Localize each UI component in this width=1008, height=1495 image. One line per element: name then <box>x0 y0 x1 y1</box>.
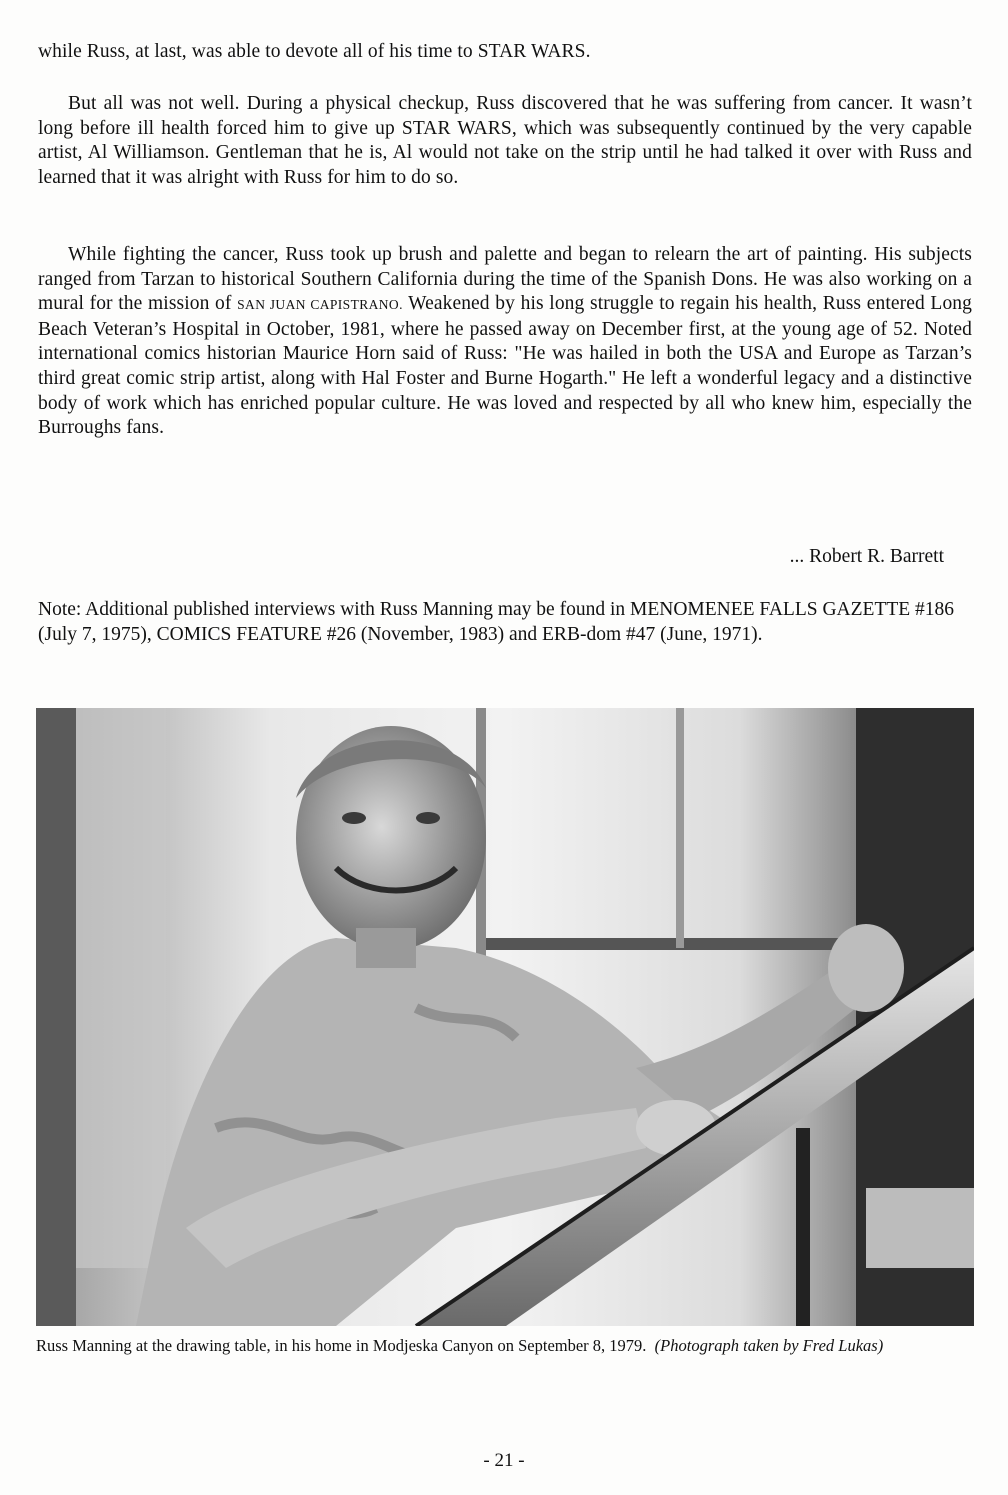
photograph <box>36 708 974 1326</box>
photo-caption <box>36 1335 976 1356</box>
paragraph-2-text: But all was not well. During a physical checkup, Russ discovered that he was suffering from cancer. It wasn’t long before ill health forced him to give up STAR WARS, which was subsequently continued by the very capable artist, Al Williamson. Gentleman that he is, Al would not take on the strip until he had talked it over with Russ and learned that it was alright with Russ for him to do so. <box>38 93 972 188</box>
paragraph-2 <box>38 92 972 190</box>
photograph-illustration <box>36 708 974 1326</box>
page-number: - 21 - <box>483 1450 525 1471</box>
paragraph-3-text-b: Weakened by his long struggle to regain his health, Russ entered Long Beach Veteran’s Hospital in October, 1981, where he passed away on December first, at the young age of 52. Noted international comics historian Maurice Horn said of Russ: "He was hailed in both the USA and Europe as Tarzan’s third great comic strip artist, along with Hal Foster and Burne Hogarth." He left a wonderful legacy and a distinctive body of work which has enriched popular culture. He was loved and respected by all who knew him, especially the Burroughs fans. <box>38 293 972 439</box>
paragraph-3 <box>38 243 972 441</box>
photo-caption-credit: (Photograph taken by Fred Lukas) <box>654 1336 884 1355</box>
photo-caption-main: Russ Manning at the drawing table, in his home in Modjeska Canyon on September 8, 1979. <box>36 1336 647 1355</box>
paragraph-1 <box>38 40 972 65</box>
paragraph-3-text-a: While fighting the cancer, Russ took up brush and palette and began to relearn the art of painting. His subjects ranged from Tarzan to historical Southern California during the time of the Spanish Dons. He was also working on a mural for the mission of <box>38 244 972 315</box>
paragraph-3-smallcaps: SAN JUAN CAPISTRANO. <box>237 297 403 313</box>
paragraph-1-text: while Russ, at last, was able to devote all of his time to STAR WARS. <box>38 41 591 62</box>
note-paragraph: Note: Additional published interviews with Russ Manning may be found in MENOMENEE FALLS GAZETTE #186 (July 7, 1975), COMICS FEATURE #26 (November, 1983) and ERB-dom #47 (June, 1971). <box>38 599 955 645</box>
author-signature: ... Robert R. Barrett <box>789 546 944 567</box>
